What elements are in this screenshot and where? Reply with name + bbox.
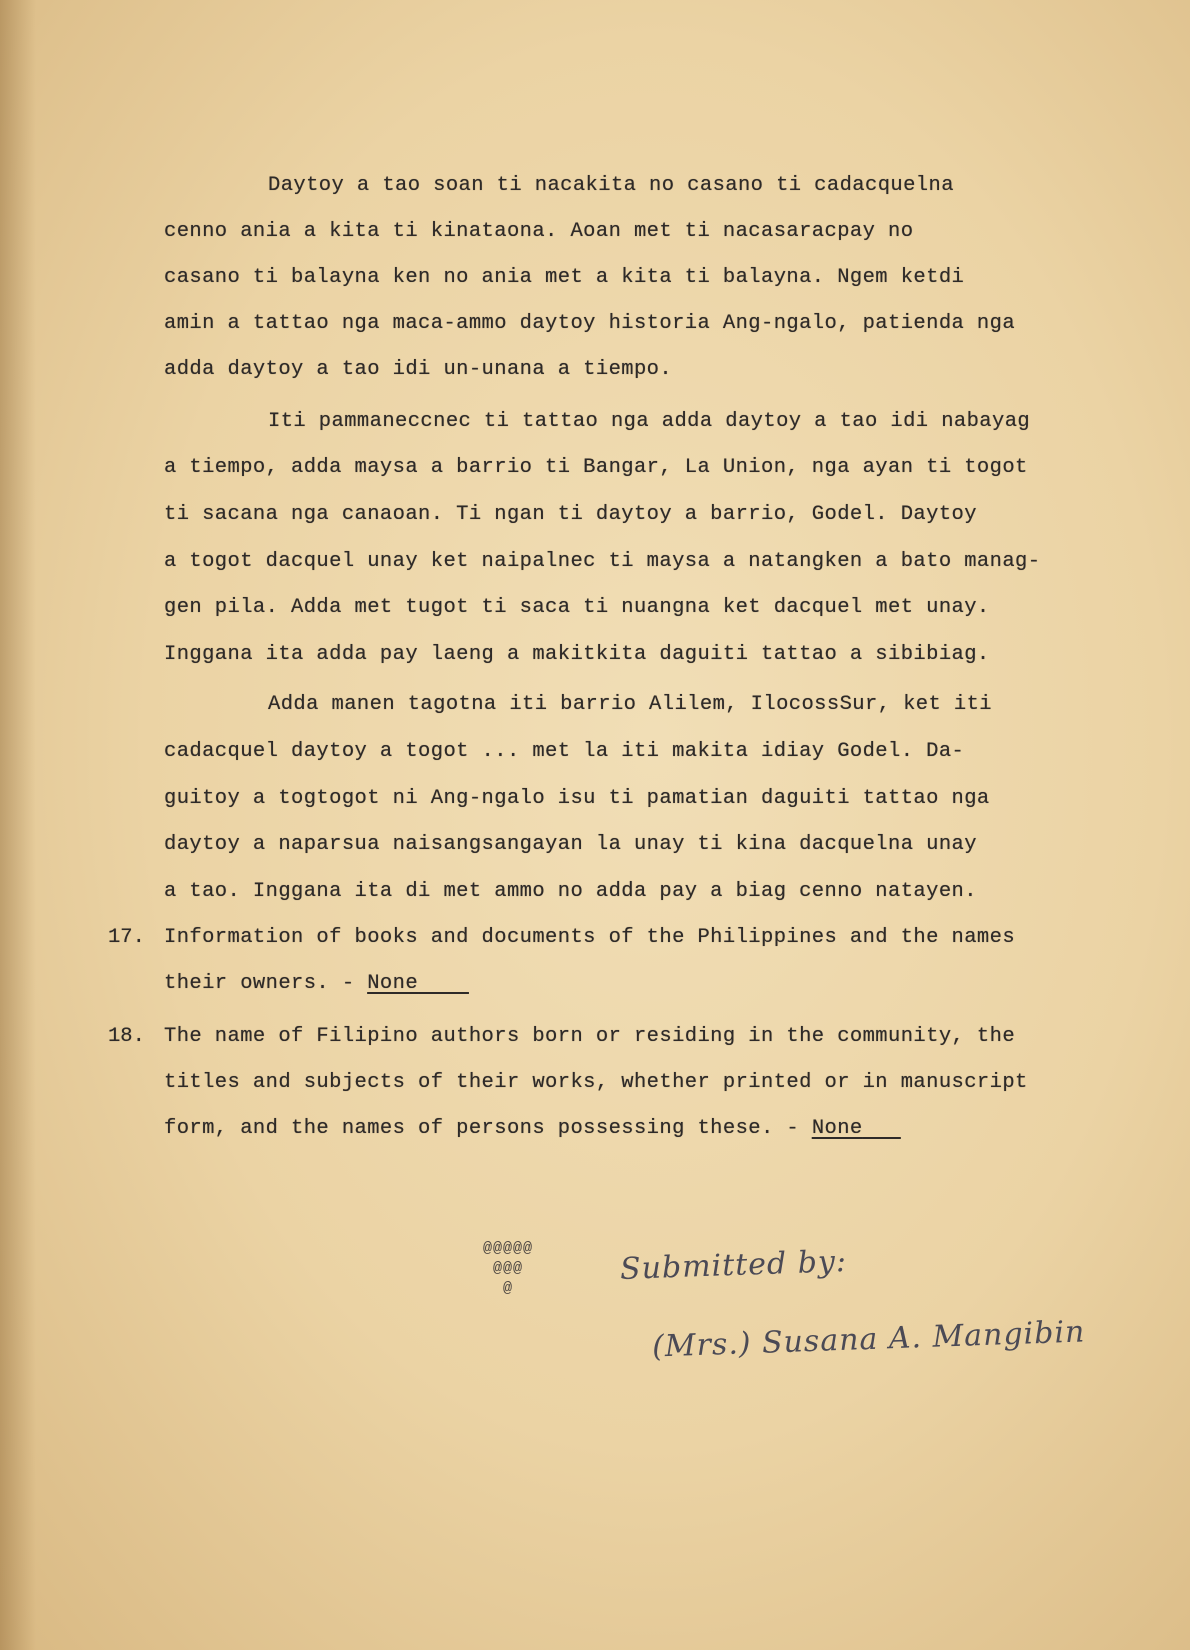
body-line: cadacquel daytoy a togot ... met la iti makita idiay Godel. Da- bbox=[164, 740, 965, 763]
item-text: titles and subjects of their works, whether printed or in manuscript bbox=[164, 1071, 1028, 1094]
item-text: The name of Filipino authors born or residing in the community, the bbox=[164, 1025, 1016, 1048]
item-answer: None bbox=[811, 1117, 863, 1140]
body-line: casano ti balayna ken no ania met a kita ti balayna. Ngem ketdi bbox=[164, 266, 965, 289]
body-line: Adda manen tagotna iti barrio Alilem, IlocossSur, ket iti bbox=[268, 693, 993, 716]
item-text-line3 bbox=[164, 1117, 901, 1140]
body-line: Inggana ita adda pay laeng a makitkita daguiti tattao a sibibiag. bbox=[164, 643, 990, 666]
body-line: ti sacana nga canaoan. Ti ngan ti daytoy a barrio, Godel. Daytoy bbox=[164, 503, 977, 526]
body-line: a tao. Inggana ita di met ammo no adda pay a biag cenno natayen. bbox=[164, 880, 977, 903]
item-number: 17. bbox=[108, 926, 145, 949]
item-text: Information of books and documents of the Philippines and the names bbox=[164, 926, 1016, 949]
ornament-row: @ bbox=[502, 1280, 513, 1297]
item-prompt: form, and the names of persons possessing these. - bbox=[164, 1117, 812, 1140]
body-line: adda daytoy a tao idi un-unana a tiempo. bbox=[164, 358, 673, 381]
body-line: daytoy a naparsua naisangsangayan la unay ti kina dacquelna unay bbox=[164, 833, 977, 856]
body-line: gen pila. Adda met tugot ti saca ti nuangna ket dacquel met unay. bbox=[164, 596, 990, 619]
body-line: Iti pammaneccnec ti tattao nga adda daytoy a tao idi nabayag bbox=[268, 410, 1031, 433]
body-line: guitoy a togtogot ni Ang-ngalo isu ti pamatian daguiti tattao nga bbox=[164, 787, 990, 810]
ornament-row: @@@ bbox=[492, 1260, 523, 1277]
item-prompt: their owners. - bbox=[164, 972, 368, 995]
item-number: 18. bbox=[108, 1025, 145, 1048]
signature-name: (Mrs.) Susana A. Mangibin bbox=[651, 1314, 1086, 1365]
item-text-line2 bbox=[164, 972, 469, 995]
page-edge-shadow bbox=[0, 0, 36, 1650]
body-line: Daytoy a tao soan ti nacakita no casano ti cadacquelna bbox=[268, 174, 954, 197]
body-line: amin a tattao nga maca-ammo daytoy historia Ang-ngalo, patienda nga bbox=[164, 312, 1016, 335]
body-line: cenno ania a kita ti kinataona. Aoan met ti nacasaracpay no bbox=[164, 220, 914, 243]
submitted-by-label: Submitted by: bbox=[619, 1244, 848, 1287]
body-line: a tiempo, adda maysa a barrio ti Bangar, La Union, nga ayan ti togot bbox=[164, 456, 1028, 479]
ornament-row: @@@@@ bbox=[482, 1240, 533, 1257]
item-answer: None bbox=[367, 972, 419, 995]
body-line: a togot dacquel unay ket naipalnec ti maysa a natangken a bato manag- bbox=[164, 550, 1041, 573]
